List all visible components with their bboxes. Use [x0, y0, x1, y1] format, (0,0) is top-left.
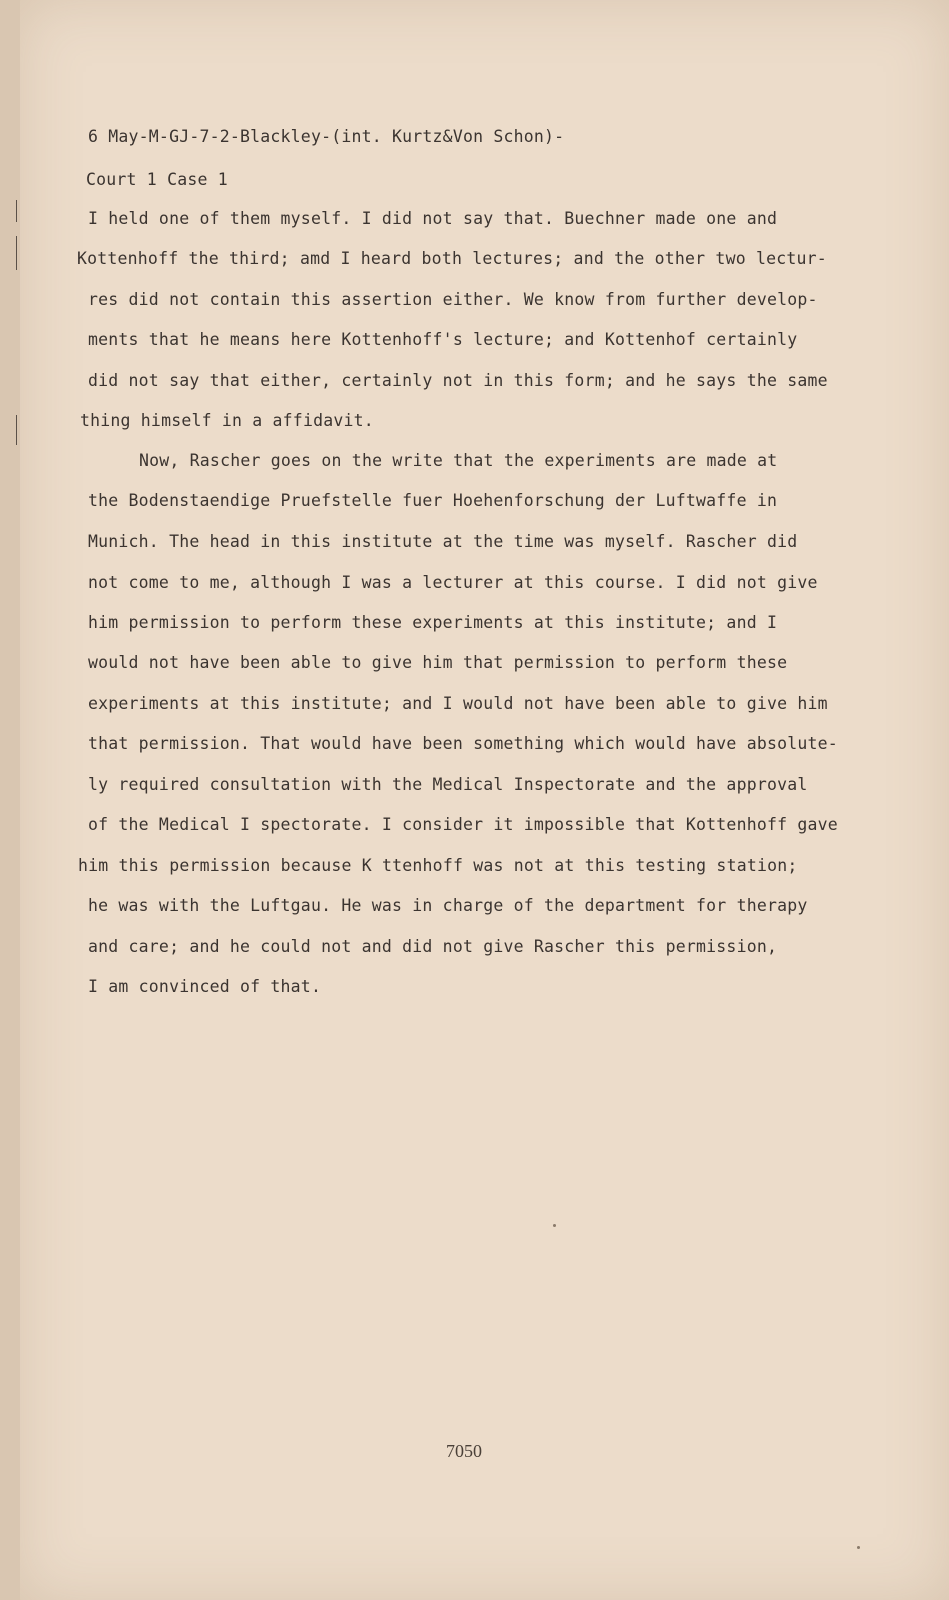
body-line: and care; and he could not and did not give Rascher this permission,: [88, 937, 778, 956]
body-line: of the Medical I spectorate. I consider it impossible that Kottenhoff gave: [88, 815, 838, 834]
body-line: res did not contain this assertion either. We know from further develop-: [88, 290, 818, 309]
page-number: 7050: [446, 1441, 482, 1461]
body-line: that permission. That would have been something which would have absolute-: [88, 734, 838, 753]
header-line-2: Court 1 Case 1: [86, 170, 228, 189]
body-line: experiments at this institute; and I would not have been able to give him: [88, 694, 828, 713]
paper-speck: [553, 1224, 556, 1227]
body-line: ments that he means here Kottenhoff's lecture; and Kottenhof certainly: [88, 330, 798, 349]
body-line: him permission to perform these experiments at this institute; and I: [88, 613, 778, 632]
body-line: him this permission because K ttenhoff was not at this testing station;: [78, 856, 798, 875]
margin-mark: [16, 200, 17, 222]
body-line: I am convinced of that.: [88, 977, 322, 996]
document-page: [20, 0, 949, 1600]
body-line: ly required consultation with the Medical Inspectorate and the approval: [88, 775, 808, 794]
body-line: would not have been able to give him that permission to perform these: [88, 653, 788, 672]
margin-mark: [16, 236, 17, 270]
page-left-edge: [0, 0, 21, 1600]
body-line: Now, Rascher goes on the write that the experiments are made at: [139, 451, 778, 470]
header-line-1: 6 May-M-GJ-7-2-Blackley-(int. Kurtz&Von Schon)-: [88, 127, 565, 146]
body-line: did not say that either, certainly not in this form; and he says the same: [88, 371, 828, 390]
paper-speck: [857, 1546, 860, 1549]
body-line: not come to me, although I was a lecturer at this course. I did not give: [88, 573, 818, 592]
body-line: the Bodenstaendige Pruefstelle fuer Hoehenforschung der Luftwaffe in: [88, 491, 778, 510]
body-line: Kottenhoff the third; amd I heard both lectures; and the other two lectur-: [77, 249, 827, 268]
body-line: he was with the Luftgau. He was in charge of the department for therapy: [88, 896, 808, 915]
body-line: thing himself in a affidavit.: [80, 411, 374, 430]
body-line: I held one of them myself. I did not say that. Buechner made one and: [88, 209, 778, 228]
margin-mark: [16, 415, 17, 445]
body-line: Munich. The head in this institute at the time was myself. Rascher did: [88, 532, 798, 551]
